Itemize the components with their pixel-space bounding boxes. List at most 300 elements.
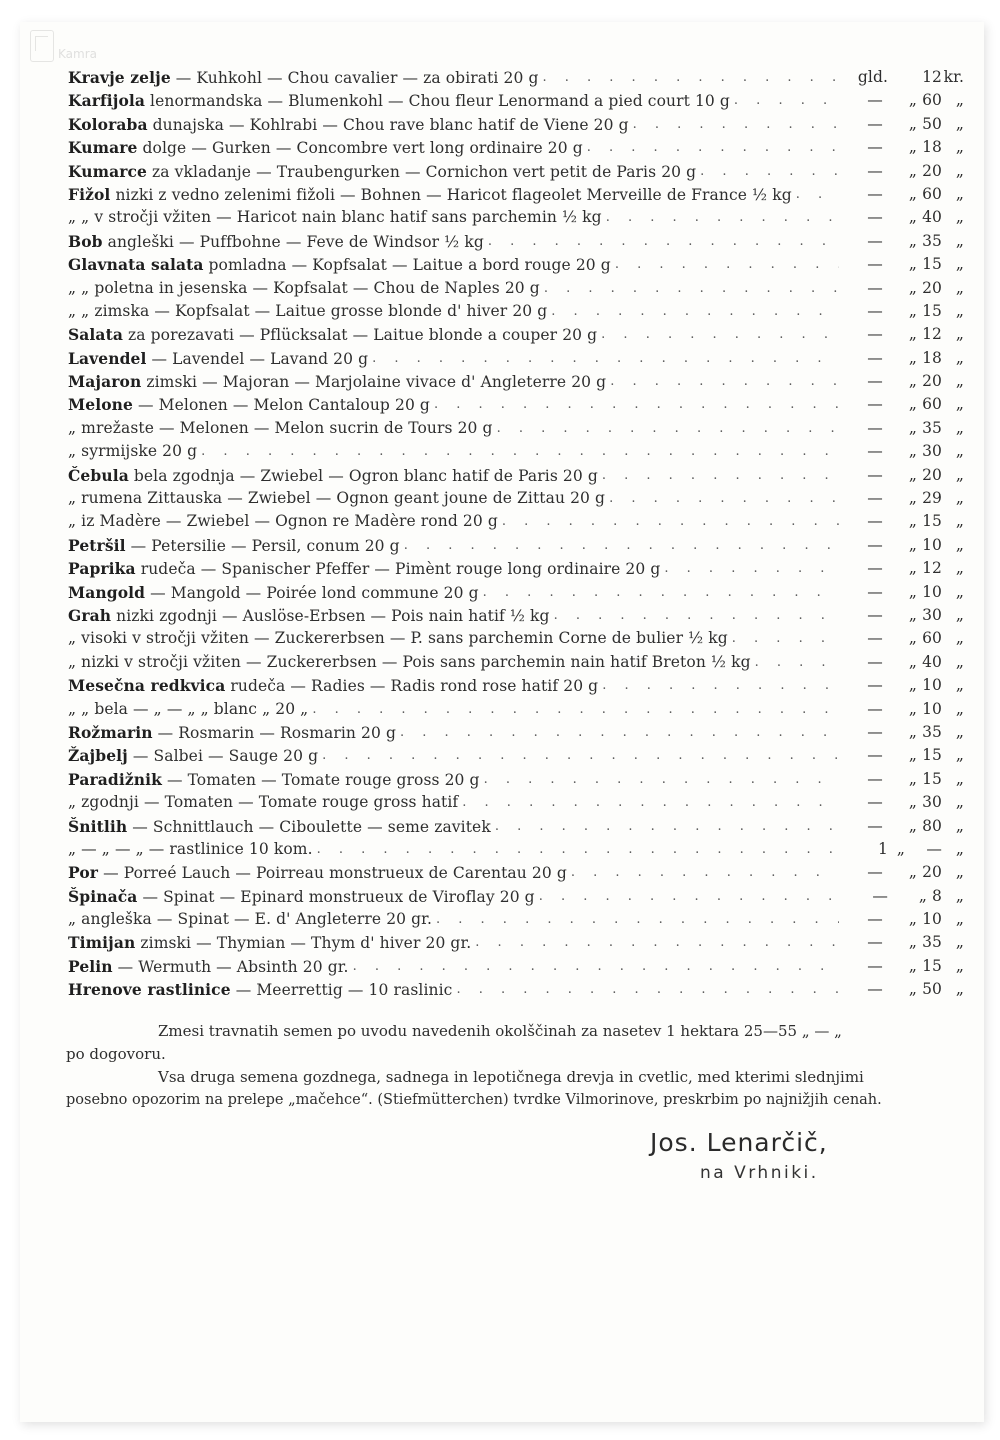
item-details: rudeča — Spanischer Pfeffer — Pimènt rouge long ordinaire 20 g xyxy=(135,560,661,579)
item-details: — Rosmarin — Rosmarin 20 g xyxy=(152,723,396,742)
price-c4: „ xyxy=(955,114,964,133)
item-description xyxy=(68,393,430,416)
list-item xyxy=(68,487,964,510)
dot-leader xyxy=(201,440,839,463)
watermark-text: Kamra xyxy=(58,47,97,61)
item-details: „ iz Madère — Zwiebel — Ognon re Madère rond 20 g xyxy=(68,512,498,531)
price-c3: „ 60 xyxy=(908,629,942,648)
item-details: „ „ v stročji vžiten — Haricot nain blanc hatif sans parchemin ½ kg xyxy=(68,208,602,227)
item-name: Paradižnik xyxy=(68,769,162,789)
list-item xyxy=(68,300,964,323)
price-c1: — xyxy=(867,956,883,975)
item-description xyxy=(68,978,452,1001)
price-c3: „ 10 xyxy=(908,910,942,929)
price-c4: „ xyxy=(955,91,964,110)
list-item xyxy=(68,393,964,416)
dot-leader xyxy=(495,815,839,838)
item-description xyxy=(68,89,730,112)
list-item xyxy=(68,206,964,229)
item-description xyxy=(68,534,400,557)
item-description xyxy=(68,815,491,838)
price-c2 xyxy=(883,978,909,1001)
item-details: „ zgodnji — Tomaten — Tomate rouge gross hatif xyxy=(68,793,459,812)
price-c3: „ 15 xyxy=(908,301,942,320)
dot-leader xyxy=(372,347,839,370)
item-details: „ mrežaste — Melonen — Melon sucrin de Tours 20 g xyxy=(68,418,493,437)
list-item xyxy=(68,89,964,112)
item-details: — Salbei — Sauge 20 g xyxy=(127,747,319,766)
item-description xyxy=(68,908,432,931)
price-c3: „ 50 xyxy=(908,980,942,999)
item-details: za porezavati — Pflücksalat — Laitue blonde a couper 20 g xyxy=(122,326,598,345)
item-details: nizki zgodnji — Auslöse-Erbsen — Pois nain hatif ½ kg xyxy=(111,606,550,625)
item-name: Kravje zelje xyxy=(68,68,171,87)
price-c4: „ xyxy=(955,512,964,531)
item-description xyxy=(68,510,498,533)
price-c4: „ xyxy=(955,839,964,858)
price-c3: „ 12 xyxy=(908,559,942,578)
price-c1: — xyxy=(867,114,883,133)
price-c2 xyxy=(883,534,909,557)
dot-leader xyxy=(615,253,839,276)
price-c3: „ 10 xyxy=(908,535,942,554)
item-details: pomladna — Kopfsalat — Laitue a bord rouge 20 g xyxy=(203,256,611,275)
price-c3: „ 20 xyxy=(908,161,942,180)
dot-leader xyxy=(456,978,838,1001)
item-name: Lavendel xyxy=(68,348,147,368)
list-item xyxy=(68,253,964,276)
price-c3: „ 10 xyxy=(908,582,942,601)
dot-leader xyxy=(483,581,839,604)
dot-leader xyxy=(734,89,839,112)
price-c3: „ 50 xyxy=(908,114,942,133)
item-description xyxy=(68,581,479,604)
list-item xyxy=(68,721,964,744)
price-c3: „ 35 xyxy=(908,418,942,437)
price-c3: „ 20 xyxy=(908,278,942,297)
dot-leader xyxy=(551,300,839,323)
list-item xyxy=(68,277,964,300)
watermark xyxy=(30,30,97,62)
price-c4: „ xyxy=(955,722,964,741)
item-description xyxy=(68,440,197,463)
dot-leader xyxy=(606,206,839,229)
item-name: Pelin xyxy=(68,956,113,976)
item-name: Melone xyxy=(68,395,133,415)
price-c3: „ 60 xyxy=(908,395,942,414)
price-c4: „ xyxy=(955,769,964,788)
dot-leader xyxy=(353,955,839,978)
price-c4: „ xyxy=(955,301,964,320)
price-c4: „ xyxy=(955,418,964,437)
list-item xyxy=(68,744,964,767)
item-name: Fižol xyxy=(68,184,111,204)
other-note-line2: posebno opozorim na prelepe „mačehce“. (Stiefmütterchen) tvrdke Vilmorinove, preskrbim po najnižjih cenah. xyxy=(66,1092,882,1108)
price-c1: — xyxy=(867,161,883,180)
item-name: Mangold xyxy=(68,582,146,602)
dot-leader xyxy=(475,931,839,954)
price-c2: „ xyxy=(896,839,906,858)
list-item xyxy=(68,908,964,931)
item-description xyxy=(68,417,493,440)
item-details: — Meerrettig — 10 raslinic xyxy=(230,981,453,1000)
price-c1: — xyxy=(867,465,883,484)
item-name: Koloraba xyxy=(68,114,148,134)
item-details: angleški — Puffbohne — Feve de Windsor ½ kg xyxy=(102,232,484,251)
item-name: Šnitlih xyxy=(68,816,128,836)
list-item xyxy=(68,230,964,253)
price-c4: „ xyxy=(955,372,964,391)
dot-leader xyxy=(602,674,839,697)
dot-leader xyxy=(796,183,839,206)
item-name: Petršil xyxy=(68,535,126,555)
dot-leader xyxy=(488,230,839,253)
price-c2 xyxy=(883,861,909,884)
item-description xyxy=(68,277,540,300)
price-c2 xyxy=(883,417,909,440)
price-c2 xyxy=(883,89,909,112)
item-details: — Schnittlauch — Ciboulette — seme zavitek xyxy=(127,817,491,836)
dot-leader xyxy=(602,464,839,487)
price-c2 xyxy=(883,931,909,954)
price-c2 xyxy=(883,183,909,206)
price-c3: „ 18 xyxy=(908,138,942,157)
price-c4: „ xyxy=(955,489,964,508)
price-c4: „ xyxy=(955,465,964,484)
price-c2 xyxy=(883,230,909,253)
dot-leader xyxy=(502,510,839,533)
item-details: dunajska — Kohlrabi — Chou rave blanc hatif de Viene 20 g xyxy=(147,115,629,134)
item-name: Timijan xyxy=(68,933,136,953)
list-item xyxy=(68,323,964,346)
price-c2 xyxy=(883,206,909,229)
item-details: lenormandska — Blumenkohl — Chou fleur Lenormand a pied court 10 g xyxy=(145,92,730,111)
price-c4: „ xyxy=(955,208,964,227)
price-c2 xyxy=(883,277,909,300)
dot-leader xyxy=(664,557,839,580)
list-item xyxy=(68,113,964,136)
price-c3: „ 35 xyxy=(908,231,942,250)
item-details: — Melonen — Melon Cantaloup 20 g xyxy=(132,396,430,415)
price-c1: — xyxy=(867,91,883,110)
price-c2 xyxy=(883,347,909,370)
list-item xyxy=(68,66,964,89)
item-name: Hrenove rastlinice xyxy=(68,980,231,1000)
dot-leader xyxy=(404,534,839,557)
item-name: Karfijola xyxy=(68,91,146,111)
list-item xyxy=(68,604,964,627)
price-c4: „ xyxy=(955,255,964,274)
price-c1: — xyxy=(867,746,883,765)
list-item xyxy=(68,347,964,370)
price-c2 xyxy=(883,370,909,393)
price-c2 xyxy=(883,768,909,791)
watermark-logo-icon xyxy=(30,30,54,62)
price-c3: „ 80 xyxy=(908,816,942,835)
list-item xyxy=(68,931,964,954)
price-c1: — xyxy=(867,325,883,344)
price-c2 xyxy=(883,604,909,627)
item-description xyxy=(68,136,583,159)
price-c3: „ 30 xyxy=(908,605,942,624)
dot-leader xyxy=(484,768,839,791)
price-c3: „ 20 xyxy=(908,465,942,484)
price-c4: „ xyxy=(955,980,964,999)
item-details: „ „ poletna in jesenska — Kopfsalat — Chou de Naples 20 g xyxy=(68,278,540,297)
price-c4: „ xyxy=(955,863,964,882)
price-c2 xyxy=(883,627,909,650)
list-item xyxy=(68,464,964,487)
item-description xyxy=(68,206,602,229)
price-list xyxy=(68,66,964,1002)
item-details: „ nizki v stročji vžiten — Zuckererbsen — Pois sans parchemin nain hatif Breton ½ kg xyxy=(68,652,751,671)
price-c2 xyxy=(883,698,909,721)
price-c2 xyxy=(883,908,909,931)
price-c4: „ xyxy=(955,582,964,601)
other-note-line1: Vsa druga semena gozdnega, sadnega in lepotičnega drevja in cvetlic, med kterimi slednjimi xyxy=(158,1068,864,1086)
price-c3: „ 60 xyxy=(908,91,942,110)
price-c2 xyxy=(883,440,909,463)
price-c1: — xyxy=(867,348,883,367)
item-description xyxy=(68,557,660,580)
price-c2 xyxy=(883,253,909,276)
item-description xyxy=(68,861,567,884)
price-c1: — xyxy=(867,278,883,297)
price-c4: „ xyxy=(955,535,964,554)
item-name: Kumare xyxy=(68,138,138,158)
price-c3: 12 xyxy=(922,68,942,86)
list-item xyxy=(68,627,964,650)
price-c4: „ xyxy=(955,442,964,461)
signature-name: Jos. Lenarčič, xyxy=(650,1128,828,1157)
item-details: „ — „ — „ — rastlinice 10 kom. xyxy=(68,839,313,858)
item-name: Majaron xyxy=(68,372,142,392)
price-c2 xyxy=(883,510,909,533)
price-c2 xyxy=(883,160,909,183)
list-item xyxy=(68,534,964,557)
price-c3: „ 15 xyxy=(908,746,942,765)
item-name: Bob xyxy=(68,231,103,251)
item-description xyxy=(68,253,611,276)
price-c3: — xyxy=(926,839,942,858)
list-item xyxy=(68,861,964,884)
item-details: dolge — Gurken — Concombre vert long ordinaire 20 g xyxy=(137,139,583,158)
dot-leader xyxy=(462,791,839,814)
price-c1: — xyxy=(867,442,883,461)
price-c2 xyxy=(883,487,909,510)
dot-leader xyxy=(544,277,839,300)
price-c1: — xyxy=(867,184,883,203)
dot-leader xyxy=(322,744,839,767)
item-name: Por xyxy=(68,863,99,883)
item-description xyxy=(68,113,629,136)
price-c2 xyxy=(883,581,909,604)
item-description xyxy=(68,791,458,814)
item-details: — Petersilie — Persil, conum 20 g xyxy=(125,536,400,555)
dot-leader xyxy=(601,323,839,346)
dot-leader xyxy=(539,885,844,908)
price-c1: — xyxy=(867,699,883,718)
dot-leader xyxy=(317,838,844,861)
item-details: — Porreé Lauch — Poirreau monstrueux de Carentau 20 g xyxy=(98,864,567,883)
item-name: Grah xyxy=(68,605,112,625)
item-details: „ syrmijske 20 g xyxy=(68,442,198,461)
item-description xyxy=(68,160,696,183)
price-c4: „ xyxy=(955,605,964,624)
item-name: Rožmarin xyxy=(68,722,153,742)
item-name: Žajbelj xyxy=(68,746,128,766)
dot-leader xyxy=(610,370,839,393)
price-c1: — xyxy=(867,933,883,952)
dot-leader xyxy=(436,908,839,931)
item-description xyxy=(68,698,308,721)
dot-leader xyxy=(587,136,839,159)
price-c1: — xyxy=(867,512,883,531)
dot-leader xyxy=(543,66,845,89)
price-c2 xyxy=(883,113,909,136)
price-c1: — xyxy=(867,722,883,741)
dot-leader xyxy=(571,861,839,884)
item-description xyxy=(68,885,535,908)
dot-leader xyxy=(755,651,839,674)
price-c1: — xyxy=(867,676,883,695)
price-c3: „ 8 xyxy=(918,886,942,905)
item-description xyxy=(68,674,598,697)
dot-leader xyxy=(633,113,839,136)
item-description xyxy=(68,464,598,487)
signature-block xyxy=(650,1128,828,1183)
signature-place: na Vrhniki. xyxy=(700,1163,819,1183)
price-c1: — xyxy=(872,886,888,905)
list-item xyxy=(68,768,964,791)
price-c2 xyxy=(883,791,909,814)
price-c4: „ xyxy=(955,231,964,250)
item-details: — Tomaten — Tomate rouge gross 20 g xyxy=(161,770,480,789)
price-c4: „ xyxy=(955,348,964,367)
price-c4: kr. xyxy=(943,68,964,86)
dot-leader xyxy=(554,604,839,627)
item-details: „ rumena Zittauska — Zwiebel — Ognon geant joune de Zittau 20 g xyxy=(68,489,606,508)
price-c1: — xyxy=(867,863,883,882)
price-c3: „ 35 xyxy=(908,722,942,741)
item-details: „ visoki v stročji vžiten — Zuckererbsen — P. sans parchemin Corne de bulier ½ kg xyxy=(68,629,728,648)
item-details: — Spinat — Epinard monstrueux de Viroflay 20 g xyxy=(137,887,535,906)
list-item xyxy=(68,838,964,861)
item-description xyxy=(68,347,368,370)
price-c3: „ 15 xyxy=(908,512,942,531)
list-item xyxy=(68,955,964,978)
price-c4: „ xyxy=(955,816,964,835)
price-c1: — xyxy=(867,372,883,391)
price-c2 xyxy=(883,136,909,159)
price-c2 xyxy=(883,955,909,978)
price-c3: „ 40 xyxy=(908,652,942,671)
item-description xyxy=(68,721,396,744)
item-description xyxy=(68,768,480,791)
item-details: — Lavendel — Lavand 20 g xyxy=(146,349,369,368)
item-description xyxy=(68,66,539,89)
price-c1: — xyxy=(867,255,883,274)
price-c4: „ xyxy=(955,746,964,765)
dot-leader xyxy=(400,721,839,744)
price-c1: — xyxy=(867,301,883,320)
price-c1: — xyxy=(867,816,883,835)
list-item xyxy=(68,978,964,1001)
price-c3: „ 18 xyxy=(908,348,942,367)
price-c2 xyxy=(883,674,909,697)
price-c4: „ xyxy=(955,676,964,695)
dot-leader xyxy=(700,160,839,183)
price-c3: „ 20 xyxy=(908,372,942,391)
price-c4: „ xyxy=(955,325,964,344)
item-description xyxy=(68,627,728,650)
dot-leader xyxy=(312,698,839,721)
price-c2 xyxy=(883,464,909,487)
price-c2 xyxy=(883,557,909,580)
price-c4: „ xyxy=(955,793,964,812)
item-name: Špinača xyxy=(68,886,138,906)
list-item xyxy=(68,885,964,908)
price-c4: „ xyxy=(955,138,964,157)
price-c1: — xyxy=(867,582,883,601)
price-c2 xyxy=(883,300,909,323)
price-c1: — xyxy=(867,769,883,788)
item-details: zimski — Thymian — Thym d' hiver 20 gr. xyxy=(135,934,472,953)
price-c2 xyxy=(883,323,909,346)
price-c4: „ xyxy=(955,886,964,905)
price-c3: „ 30 xyxy=(908,793,942,812)
list-item xyxy=(68,698,964,721)
price-c3: „ 30 xyxy=(908,442,942,461)
item-details: „ „ zimska — Kopfsalat — Laitue grosse blonde d' hiver 20 g xyxy=(68,301,548,320)
list-item xyxy=(68,581,964,604)
price-c2 xyxy=(888,885,914,908)
price-c3: „ 15 xyxy=(908,769,942,788)
price-c1: — xyxy=(867,489,883,508)
item-details: „ angleška — Spinat — E. d' Angleterre 20 gr. xyxy=(68,910,433,929)
price-c1: gld. xyxy=(857,68,888,86)
item-details: zimski — Majoran — Marjolaine vivace d' Angleterre 20 g xyxy=(141,373,607,392)
price-c4: „ xyxy=(955,184,964,203)
price-c2 xyxy=(883,744,909,767)
item-description xyxy=(68,931,471,954)
price-c1: — xyxy=(867,605,883,624)
list-item xyxy=(68,370,964,393)
item-details: rudeča — Radies — Radis rond rose hatif 20 g xyxy=(225,677,599,696)
item-description xyxy=(68,955,349,978)
price-c1: — xyxy=(867,418,883,437)
list-item xyxy=(68,791,964,814)
price-c1: — xyxy=(867,138,883,157)
list-item xyxy=(68,651,964,674)
item-description xyxy=(68,230,484,253)
mix-note-line2: po dogovoru. xyxy=(66,1045,166,1063)
price-c2 xyxy=(883,393,909,416)
price-c1: 1 xyxy=(878,839,888,858)
price-c3: „ 40 xyxy=(908,208,942,227)
price-c3: „ 29 xyxy=(908,489,942,508)
price-c3: „ 10 xyxy=(908,699,942,718)
price-c2 xyxy=(883,815,909,838)
price-c4: „ xyxy=(955,699,964,718)
price-c1: — xyxy=(867,535,883,554)
price-c4: „ xyxy=(955,395,964,414)
price-c1: — xyxy=(867,652,883,671)
price-c4: „ xyxy=(955,956,964,975)
item-details: — Kuhkohl — Chou cavalier — za obirati 20 g xyxy=(170,69,539,87)
price-c3: „ 20 xyxy=(908,863,942,882)
item-description xyxy=(68,744,318,767)
